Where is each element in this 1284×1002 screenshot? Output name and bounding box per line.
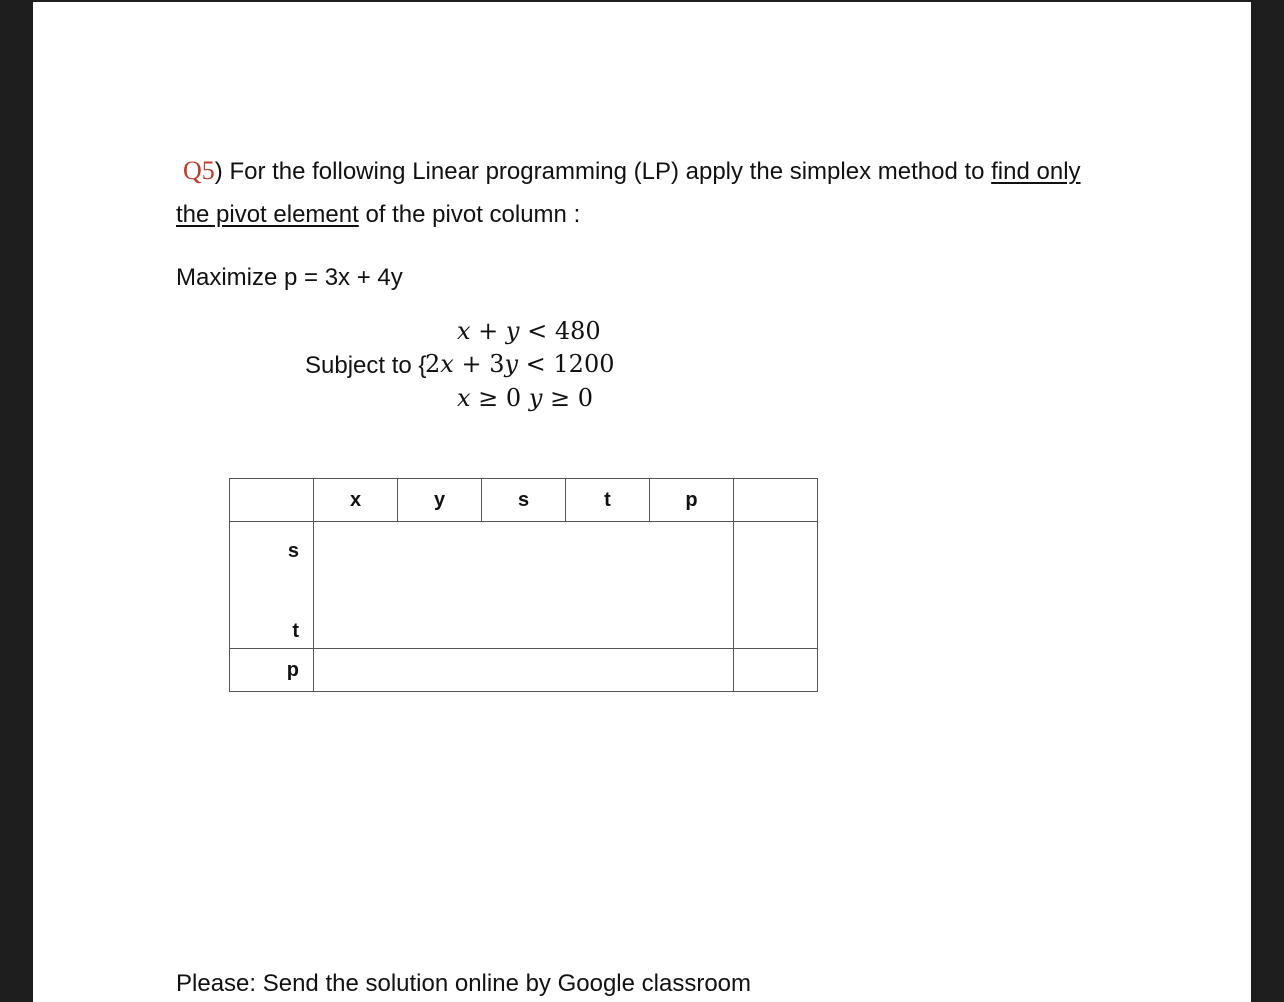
tableau-header-row (230, 479, 818, 522)
header-y: y (398, 479, 482, 522)
tableau-objective-row (230, 649, 818, 692)
row-labels-cell (230, 522, 314, 649)
constraint-2: 2x + 3y < 1200 (425, 350, 615, 378)
underlined-phrase-1: find only (991, 158, 1081, 185)
objective-rhs-cell (734, 649, 818, 692)
subject-to-label: Subject to { (305, 352, 427, 379)
simplex-tableau (229, 478, 818, 692)
question-line-2 (176, 201, 580, 229)
header-rhs (734, 479, 818, 522)
header-p: p (650, 479, 734, 522)
underlined-phrase-2: the pivot element (176, 201, 359, 228)
header-x: x (314, 479, 398, 522)
header-corner-cell (230, 479, 314, 522)
question-line-1 (183, 156, 1081, 186)
footer-note: Please: Send the solution online by Google classroom (176, 970, 752, 997)
constraint-body-cell (314, 522, 734, 649)
document-page (33, 2, 1251, 1002)
objective-function: Maximize p = 3x + 4y (176, 264, 403, 291)
row-label-p: p (230, 649, 314, 692)
constraint-3: x ≥ 0 y ≥ 0 (457, 384, 594, 412)
header-t: t (566, 479, 650, 522)
question-text: ) For the following Linear programming (LP) apply the simplex method to (214, 158, 992, 185)
constraint-rhs-cell (734, 522, 818, 649)
constraint-1: x + y < 480 (457, 317, 601, 345)
question-number: Q5 (183, 156, 215, 185)
row-label-t: t (292, 620, 299, 642)
question-text-2: of the pivot column : (358, 201, 581, 228)
header-s: s (482, 479, 566, 522)
tableau-constraint-rows (230, 522, 818, 649)
objective-body-cell (314, 649, 734, 692)
row-label-s: s (287, 540, 299, 562)
